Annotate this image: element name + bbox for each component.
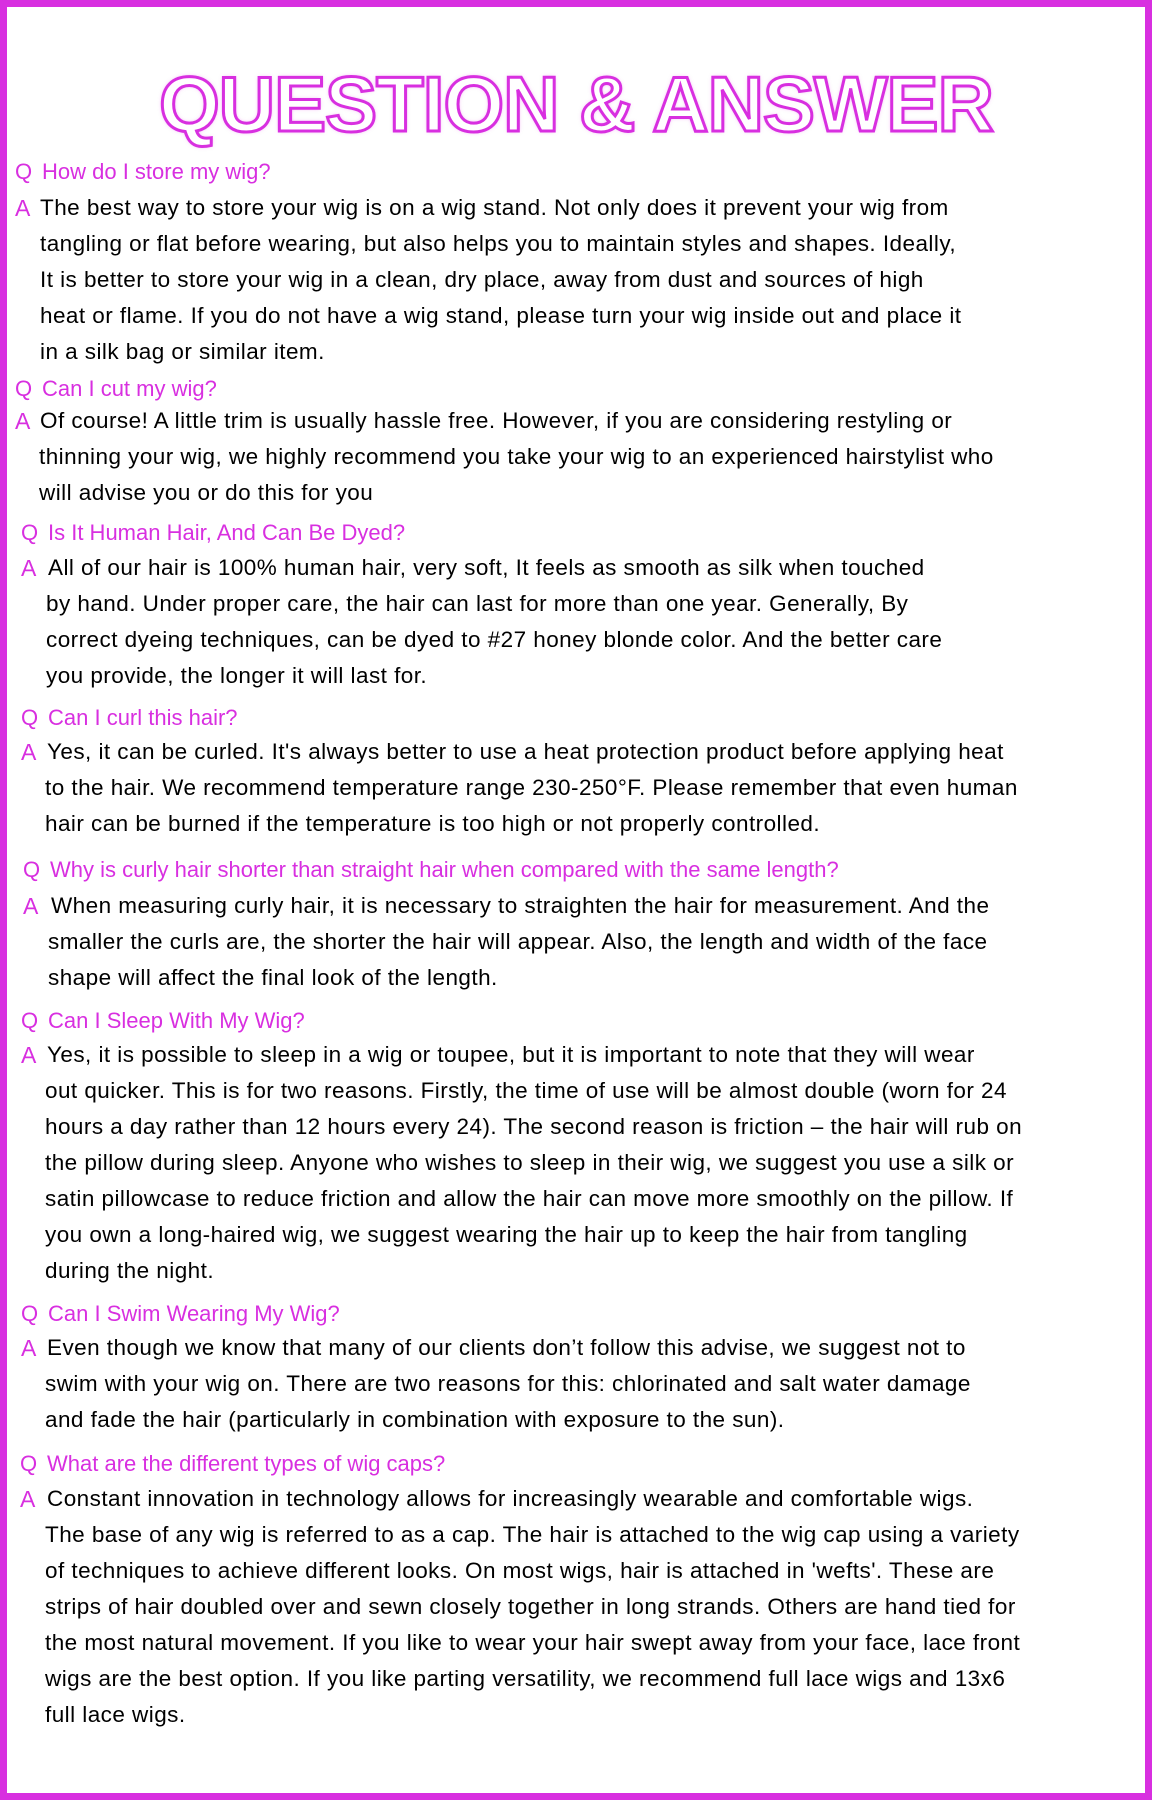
answer-line: hair can be burned if the temperature is too high or not properly controlled. bbox=[45, 811, 821, 836]
answer-line: to the hair. We recommend temperature range 230-250°F. Please remember that even human bbox=[45, 775, 1018, 800]
question-marker: Q bbox=[20, 1451, 38, 1476]
answer-line: The best way to store your wig is on a wig stand. Not only does it prevent your wig from bbox=[40, 195, 949, 220]
answer-line: the pillow during sleep. Anyone who wishes to sleep in their wig, we suggest you use a silk or bbox=[45, 1150, 1015, 1175]
question-marker: Q bbox=[15, 159, 33, 184]
answer-marker: A bbox=[21, 739, 37, 765]
answer-line: in a silk bag or similar item. bbox=[40, 339, 325, 364]
question-marker: Q bbox=[21, 520, 39, 545]
answer-marker: A bbox=[21, 555, 37, 581]
answer-line: Constant innovation in technology allows for increasingly wearable and comfortable wigs. bbox=[47, 1486, 974, 1511]
page-title: QUESTION & ANSWER bbox=[159, 60, 993, 148]
answer-line: thinning your wig, we highly recommend you take your wig to an experienced hairstylist who bbox=[39, 444, 994, 469]
question bbox=[21, 519, 405, 547]
question-text: Can I Swim Wearing My Wig? bbox=[48, 1301, 340, 1326]
answer-line: during the night. bbox=[45, 1258, 215, 1283]
answer-marker: A bbox=[23, 893, 39, 919]
question-marker: Q bbox=[23, 857, 41, 882]
answer-line: Yes, it can be curled. It's always better to use a heat protection product before applying heat bbox=[47, 739, 1004, 764]
question bbox=[21, 704, 238, 732]
answer-marker: A bbox=[21, 1335, 37, 1361]
answer-line: hours a day rather than 12 hours every 24). The second reason is friction – the hair will rub on bbox=[45, 1114, 1023, 1139]
answer-line: and fade the hair (particularly in combination with exposure to the sun). bbox=[45, 1407, 785, 1432]
question bbox=[15, 375, 217, 403]
answer-marker: A bbox=[15, 408, 31, 434]
question bbox=[15, 158, 271, 186]
question-text: Is It Human Hair, And Can Be Dyed? bbox=[48, 520, 406, 545]
question bbox=[21, 1007, 305, 1035]
question-text: Can I curl this hair? bbox=[48, 705, 238, 730]
answer-line: The base of any wig is referred to as a cap. The hair is attached to the wig cap using a variety bbox=[45, 1522, 1020, 1547]
answer-line: will advise you or do this for you bbox=[39, 480, 374, 505]
answer-line: wigs are the best option. If you like parting versatility, we recommend full lace wigs and 13x6 bbox=[45, 1666, 1006, 1691]
answer-line: Of course! A little trim is usually hassle free. However, if you are considering restyling or bbox=[40, 408, 953, 433]
answer-marker: A bbox=[20, 1486, 36, 1512]
answer-marker: A bbox=[15, 195, 31, 221]
answer-line: heat or flame. If you do not have a wig stand, please turn your wig inside out and place it bbox=[40, 303, 962, 328]
answer-marker: A bbox=[21, 1042, 37, 1068]
answer-line: smaller the curls are, the shorter the hair will appear. Also, the length and width of the face bbox=[48, 929, 988, 954]
answer-line: full lace wigs. bbox=[45, 1702, 186, 1727]
question bbox=[23, 856, 839, 884]
answer-line: by hand. Under proper care, the hair can last for more than one year. Generally, By bbox=[46, 591, 909, 616]
answer-line: Even though we know that many of our clients don’t follow this advise, we suggest not to bbox=[47, 1335, 966, 1360]
answer-line: swim with your wig on. There are two reasons for this: chlorinated and salt water damage bbox=[45, 1371, 971, 1396]
question-text: What are the different types of wig caps? bbox=[47, 1451, 446, 1476]
answer-line: All of our hair is 100% human hair, very soft, It feels as smooth as silk when touched bbox=[48, 555, 925, 580]
question-text: Can I cut my wig? bbox=[42, 376, 217, 401]
question-marker: Q bbox=[21, 705, 39, 730]
answer-line: out quicker. This is for two reasons. Firstly, the time of use will be almost double (worn for 24 bbox=[45, 1078, 1007, 1103]
question-marker: Q bbox=[21, 1301, 39, 1326]
answer-line: shape will affect the final look of the length. bbox=[48, 965, 498, 990]
question-marker: Q bbox=[15, 376, 33, 401]
question-text: Can I Sleep With My Wig? bbox=[48, 1008, 305, 1033]
question-text: How do I store my wig? bbox=[42, 159, 271, 184]
answer-line: satin pillowcase to reduce friction and allow the hair can move more smoothly on the pillow. If bbox=[45, 1186, 1014, 1211]
answer-line: Yes, it is possible to sleep in a wig or toupee, but it is important to note that they will wear bbox=[47, 1042, 975, 1067]
answer-line: the most natural movement. If you like to wear your hair swept away from your face, lace front bbox=[45, 1630, 1021, 1655]
answer-line: of techniques to achieve different looks. On most wigs, hair is attached in 'wefts'. These are bbox=[45, 1558, 995, 1583]
question-marker: Q bbox=[21, 1008, 39, 1033]
question bbox=[21, 1300, 340, 1328]
answer-line: you own a long-haired wig, we suggest wearing the hair up to keep the hair from tangling bbox=[45, 1222, 968, 1247]
question-text: Why is curly hair shorter than straight hair when compared with the same length? bbox=[50, 857, 839, 882]
answer-line: It is better to store your wig in a clean, dry place, away from dust and sources of high bbox=[40, 267, 924, 292]
answer-line: strips of hair doubled over and sewn closely together in long strands. Others are hand tied for bbox=[45, 1594, 1016, 1619]
answer-line: you provide, the longer it will last for. bbox=[46, 663, 428, 688]
answer-line: correct dyeing techniques, can be dyed to #27 honey blonde color. And the better care bbox=[46, 627, 943, 652]
answer-line: tangling or flat before wearing, but also helps you to maintain styles and shapes. Ideally, bbox=[40, 231, 957, 256]
question bbox=[20, 1450, 445, 1478]
answer-line: When measuring curly hair, it is necessary to straighten the hair for measurement. And the bbox=[51, 893, 990, 918]
